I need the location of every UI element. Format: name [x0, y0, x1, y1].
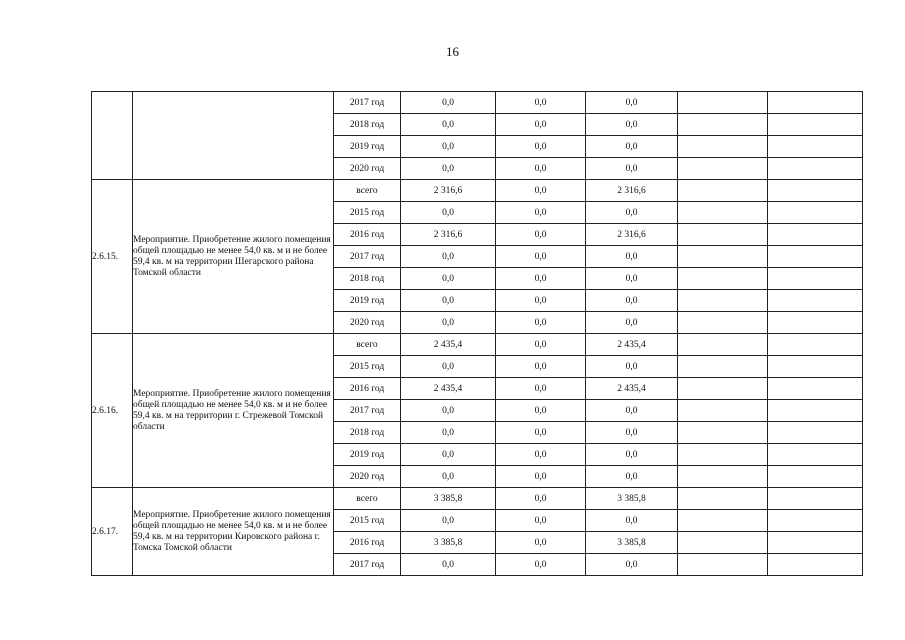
empty-cell	[678, 378, 768, 400]
empty-cell	[678, 158, 768, 180]
empty-cell	[768, 444, 863, 466]
empty-cell	[768, 202, 863, 224]
total-value-cell: 0,0	[401, 356, 496, 378]
local-value-cell: 0,0	[586, 158, 678, 180]
table-body	[92, 92, 863, 576]
page-number: 16	[446, 44, 459, 59]
federal-value-cell: 0,0	[496, 400, 586, 422]
period-cell: 2015 год	[334, 202, 401, 224]
federal-value-cell: 0,0	[496, 92, 586, 114]
empty-cell	[768, 136, 863, 158]
measure-description-cell	[133, 92, 334, 180]
empty-cell	[678, 356, 768, 378]
empty-cell	[768, 180, 863, 202]
total-value-cell: 0,0	[401, 268, 496, 290]
federal-value-cell: 0,0	[496, 444, 586, 466]
period-cell: 2016 год	[334, 378, 401, 400]
federal-value-cell: 0,0	[496, 158, 586, 180]
federal-value-cell: 0,0	[496, 290, 586, 312]
federal-value-cell: 0,0	[496, 202, 586, 224]
period-cell: 2018 год	[334, 422, 401, 444]
empty-cell	[768, 334, 863, 356]
total-value-cell: 0,0	[401, 158, 496, 180]
empty-cell	[678, 136, 768, 158]
local-value-cell: 0,0	[586, 202, 678, 224]
federal-value-cell: 0,0	[496, 510, 586, 532]
local-value-cell: 0,0	[586, 136, 678, 158]
total-value-cell: 0,0	[401, 466, 496, 488]
period-cell: 2017 год	[334, 554, 401, 576]
empty-cell	[678, 312, 768, 334]
local-value-cell: 0,0	[586, 312, 678, 334]
empty-cell	[768, 246, 863, 268]
federal-value-cell: 0,0	[496, 334, 586, 356]
total-value-cell: 0,0	[401, 444, 496, 466]
total-value-cell: 0,0	[401, 400, 496, 422]
total-value-cell: 0,0	[401, 136, 496, 158]
measure-code-cell: 2.6.17.	[92, 488, 133, 576]
federal-value-cell: 0,0	[496, 422, 586, 444]
table-row	[92, 488, 863, 510]
table-row	[92, 180, 863, 202]
period-cell: всего	[334, 334, 401, 356]
empty-cell	[678, 180, 768, 202]
local-value-cell: 0,0	[586, 422, 678, 444]
local-value-cell: 0,0	[586, 246, 678, 268]
total-value-cell: 2 435,4	[401, 378, 496, 400]
total-value-cell: 2 316,6	[401, 224, 496, 246]
period-cell: 2017 год	[334, 400, 401, 422]
local-value-cell: 2 316,6	[586, 224, 678, 246]
local-value-cell: 0,0	[586, 554, 678, 576]
empty-cell	[768, 356, 863, 378]
period-cell: 2015 год	[334, 356, 401, 378]
measure-code-cell: 2.6.15.	[92, 180, 133, 334]
period-cell: 2015 год	[334, 510, 401, 532]
empty-cell	[768, 554, 863, 576]
empty-cell	[768, 466, 863, 488]
local-value-cell: 0,0	[586, 466, 678, 488]
empty-cell	[678, 532, 768, 554]
local-value-cell: 3 385,8	[586, 532, 678, 554]
period-cell: 2018 год	[334, 268, 401, 290]
total-value-cell: 2 435,4	[401, 334, 496, 356]
local-value-cell: 2 316,6	[586, 180, 678, 202]
empty-cell	[678, 334, 768, 356]
period-cell: 2019 год	[334, 290, 401, 312]
empty-cell	[678, 466, 768, 488]
empty-cell	[768, 488, 863, 510]
total-value-cell: 0,0	[401, 202, 496, 224]
period-cell: 2019 год	[334, 444, 401, 466]
empty-cell	[678, 224, 768, 246]
measure-code-cell	[92, 92, 133, 180]
federal-value-cell: 0,0	[496, 114, 586, 136]
total-value-cell: 0,0	[401, 510, 496, 532]
empty-cell	[768, 268, 863, 290]
period-cell: 2017 год	[334, 92, 401, 114]
local-value-cell: 0,0	[586, 356, 678, 378]
empty-cell	[678, 422, 768, 444]
local-value-cell: 3 385,8	[586, 488, 678, 510]
empty-cell	[768, 510, 863, 532]
federal-value-cell: 0,0	[496, 180, 586, 202]
empty-cell	[768, 92, 863, 114]
period-cell: всего	[334, 180, 401, 202]
table-row	[92, 334, 863, 356]
empty-cell	[768, 290, 863, 312]
total-value-cell: 0,0	[401, 246, 496, 268]
empty-cell	[678, 290, 768, 312]
period-cell: 2017 год	[334, 246, 401, 268]
empty-cell	[678, 202, 768, 224]
measure-code-cell: 2.6.16.	[92, 334, 133, 488]
empty-cell	[678, 554, 768, 576]
federal-value-cell: 0,0	[496, 532, 586, 554]
empty-cell	[678, 114, 768, 136]
federal-value-cell: 0,0	[496, 136, 586, 158]
total-value-cell: 0,0	[401, 92, 496, 114]
local-value-cell: 0,0	[586, 400, 678, 422]
empty-cell	[678, 268, 768, 290]
budget-table	[91, 91, 863, 576]
total-value-cell: 0,0	[401, 114, 496, 136]
federal-value-cell: 0,0	[496, 312, 586, 334]
total-value-cell: 0,0	[401, 422, 496, 444]
total-value-cell: 0,0	[401, 312, 496, 334]
total-value-cell: 2 316,6	[401, 180, 496, 202]
empty-cell	[678, 510, 768, 532]
empty-cell	[678, 488, 768, 510]
measure-description-cell: Мероприятие. Приобретение жилого помещения общей площадью не менее 54,0 кв. м и не более 59,4 кв. м на территории Кировского района г. Томска Томской области	[133, 488, 334, 576]
period-cell: 2020 год	[334, 466, 401, 488]
empty-cell	[678, 92, 768, 114]
local-value-cell: 0,0	[586, 268, 678, 290]
local-value-cell: 0,0	[586, 510, 678, 532]
empty-cell	[768, 224, 863, 246]
local-value-cell: 0,0	[586, 444, 678, 466]
federal-value-cell: 0,0	[496, 378, 586, 400]
total-value-cell: 3 385,8	[401, 488, 496, 510]
empty-cell	[768, 532, 863, 554]
empty-cell	[768, 422, 863, 444]
total-value-cell: 3 385,8	[401, 532, 496, 554]
federal-value-cell: 0,0	[496, 224, 586, 246]
empty-cell	[678, 400, 768, 422]
empty-cell	[678, 246, 768, 268]
period-cell: 2018 год	[334, 114, 401, 136]
measure-description-cell: Мероприятие. Приобретение жилого помещения общей площадью не менее 54,0 кв. м и не более 59,4 кв. м на территории Шегарского района Томской области	[133, 180, 334, 334]
period-cell: 2020 год	[334, 158, 401, 180]
total-value-cell: 0,0	[401, 554, 496, 576]
federal-value-cell: 0,0	[496, 356, 586, 378]
federal-value-cell: 0,0	[496, 466, 586, 488]
federal-value-cell: 0,0	[496, 268, 586, 290]
federal-value-cell: 0,0	[496, 554, 586, 576]
period-cell: всего	[334, 488, 401, 510]
empty-cell	[768, 114, 863, 136]
period-cell: 2016 год	[334, 532, 401, 554]
empty-cell	[678, 444, 768, 466]
local-value-cell: 2 435,4	[586, 378, 678, 400]
federal-value-cell: 0,0	[496, 488, 586, 510]
empty-cell	[768, 400, 863, 422]
period-cell: 2019 год	[334, 136, 401, 158]
federal-value-cell: 0,0	[496, 246, 586, 268]
table-row	[92, 92, 863, 114]
period-cell: 2020 год	[334, 312, 401, 334]
measure-description-cell: Мероприятие. Приобретение жилого помещения общей площадью не менее 54,0 кв. м и не более 59,4 кв. м на территории г. Стрежевой Томской области	[133, 334, 334, 488]
local-value-cell: 0,0	[586, 114, 678, 136]
total-value-cell: 0,0	[401, 290, 496, 312]
local-value-cell: 2 435,4	[586, 334, 678, 356]
empty-cell	[768, 158, 863, 180]
empty-cell	[768, 378, 863, 400]
local-value-cell: 0,0	[586, 290, 678, 312]
period-cell: 2016 год	[334, 224, 401, 246]
local-value-cell: 0,0	[586, 92, 678, 114]
empty-cell	[768, 312, 863, 334]
